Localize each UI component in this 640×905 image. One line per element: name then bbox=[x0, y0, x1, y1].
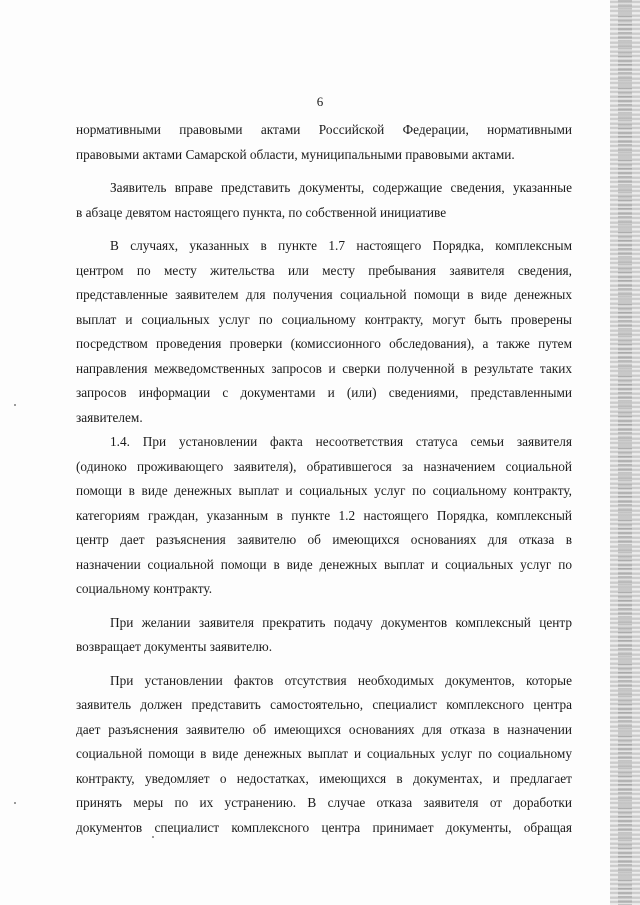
text-line: центром по месту жительства или месту пребывания заявителя сведения, bbox=[76, 262, 572, 278]
text-line: (одиноко проживающего заявителя), обратившегося за назначением социальной bbox=[76, 458, 572, 474]
text-line: 1.4. При установлении факта несоответствия статуса семьи заявителя bbox=[110, 434, 572, 449]
text-line: При установлении фактов отсутствия необходимых документов, которые bbox=[110, 672, 572, 688]
text-line: назначении социальной помощи в виде денежных выплат и социальных услуг по bbox=[76, 556, 572, 572]
paragraph-gap bbox=[76, 225, 572, 234]
scan-speck bbox=[14, 404, 16, 406]
text-line: В случаях, указанных в пункте 1.7 настоящего Порядка, комплексным bbox=[110, 238, 572, 253]
text-line: заявителем. bbox=[76, 409, 143, 425]
text-line: посредством проведения проверки (комиссионного обследования), а также путем bbox=[76, 336, 572, 351]
page-number: 6 bbox=[316, 94, 324, 109]
text-line: контракту, уведомляет о недостатках, имеющихся в документах, и предлагает bbox=[76, 770, 572, 786]
text-line: заявитель должен представить самостоятельно, специалист комплексного центра bbox=[76, 697, 572, 712]
body-text bbox=[76, 118, 572, 840]
text-line: запросов информации с документами и (или) сведениями, представленными bbox=[76, 385, 572, 400]
text-line: социальной помощи в виде денежных выплат и социальных услуг по социальному bbox=[76, 746, 572, 761]
text-line: Заявитель вправе представить документы, содержащие сведения, указанные bbox=[110, 180, 572, 195]
scan-edge-artifact bbox=[610, 0, 640, 905]
text-line: центр дает разъяснения заявителю об имеющихся основаниях для отказа в bbox=[76, 532, 572, 547]
text-line: принять меры по их устранению. В случае отказа заявителя от доработки bbox=[76, 795, 572, 810]
text-line: представленные заявителем для получения социальной помощи в виде денежных bbox=[76, 287, 572, 302]
text-line: категориям граждан, указанным в пункте 1.2 настоящего Порядка, комплексный bbox=[76, 507, 572, 523]
text-line: возвращает документы заявителю. bbox=[76, 639, 273, 654]
paragraph-gap bbox=[76, 602, 572, 611]
text-line: направления межведомственных запросов и сверки полученной в результате таких bbox=[76, 360, 572, 376]
text-line: помощи в виде денежных выплат и социальных услуг по социальному контракту, bbox=[76, 483, 572, 498]
text-line: нормативными правовыми актами Российской Федерации, нормативными bbox=[76, 122, 572, 137]
text-line: выплат и социальных услуг по социальному контракту, могут быть проверены bbox=[76, 311, 572, 327]
text-line: дает разъяснения заявителю об имеющихся основаниях для отказа в назначении bbox=[76, 721, 572, 737]
scan-speck bbox=[152, 836, 154, 838]
paragraph-gap bbox=[76, 167, 572, 176]
text-line: При желании заявителя прекратить подачу документов комплексный центр bbox=[110, 614, 572, 630]
text-line: социальному контракту. bbox=[76, 581, 213, 596]
text-line: документов специалист комплексного центра принимает документы, обращая bbox=[76, 819, 572, 835]
paragraph-gap bbox=[76, 660, 572, 669]
text-line: правовыми актами Самарской области, муниципальными правовыми актами. bbox=[76, 146, 515, 162]
text-line: в абзаце девятом настоящего пункта, по собственной инициативе bbox=[76, 204, 447, 220]
scan-speck bbox=[14, 802, 16, 804]
